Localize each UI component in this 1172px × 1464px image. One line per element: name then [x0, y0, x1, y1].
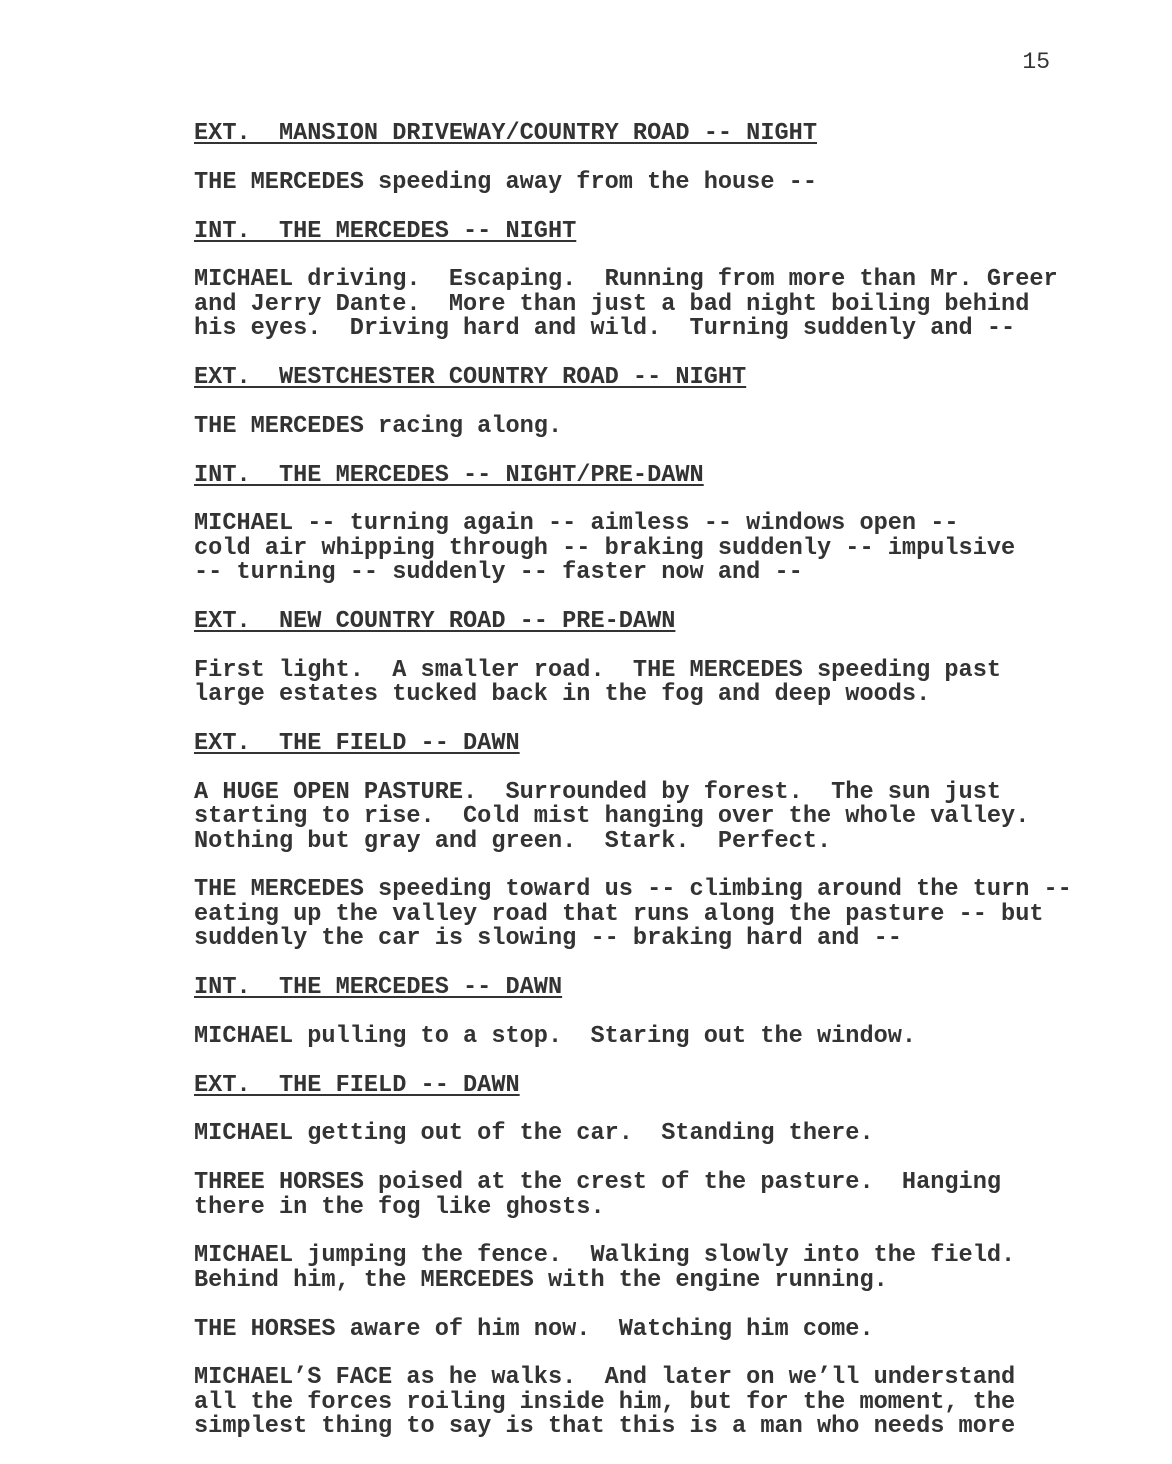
- page-number: 15: [1022, 49, 1050, 75]
- action-line: MICHAEL getting out of the car. Standing there.: [194, 1120, 874, 1148]
- action-line: THE MERCEDES racing along.: [194, 412, 563, 440]
- action-line: THREE HORSES poised at the crest of the pasture. Hanging there in the fog like ghosts.: [194, 1169, 1002, 1221]
- script-body: [194, 122, 1094, 1464]
- scene-heading: EXT. MANSION DRIVEWAY/COUNTRY ROAD -- NIGHT: [194, 120, 817, 147]
- action-line: MICHAEL’S FACE as he walks. And later on we’ll understand all the forces roiling inside him, but for the moment, the simplest thing to say is that this is a man who needs more: [194, 1364, 1016, 1441]
- action-line: MICHAEL driving. Escaping. Running from more than Mr. Greer and Jerry Dante. More than just a bad night boiling behind his eyes. Driving hard and wild. Turning suddenly and --: [194, 266, 1058, 343]
- action-line: THE MERCEDES speeding away from the house --: [194, 168, 817, 196]
- scene-heading: INT. THE MERCEDES -- NIGHT/PRE-DAWN: [194, 461, 704, 489]
- scene-heading: EXT. THE FIELD -- DAWN: [194, 1071, 520, 1099]
- action-line: MICHAEL pulling to a stop. Staring out the window.: [194, 1022, 917, 1050]
- action-line: A HUGE OPEN PASTURE. Surrounded by forest. The sun just starting to rise. Cold mist hanging over the whole valley. Nothing but gray and green. Stark. Perfect.: [194, 778, 1030, 855]
- action-line: MICHAEL jumping the fence. Walking slowly into the field. Behind him, the MERCEDES with the engine running.: [194, 1242, 1016, 1294]
- scene-heading: INT. THE MERCEDES -- NIGHT: [194, 217, 577, 245]
- scene-heading: INT. THE MERCEDES -- DAWN: [194, 974, 563, 1002]
- scene-heading: EXT. NEW COUNTRY ROAD -- PRE-DAWN: [194, 608, 676, 635]
- action-line: MICHAEL -- turning again -- aimless -- windows open -- cold air whipping through -- braking suddenly -- impulsive -- turning -- suddenly -- faster now and --: [194, 510, 1016, 587]
- scene-heading: EXT. WESTCHESTER COUNTRY ROAD -- NIGHT: [194, 364, 747, 391]
- action-line: THE MERCEDES speeding toward us -- climbing around the turn -- eating up the valley road that runs along the pasture -- but suddenly the car is slowing -- braking hard and --: [194, 876, 1072, 953]
- scene-heading: EXT. THE FIELD -- DAWN: [194, 730, 520, 757]
- action-line: THE HORSES aware of him now. Watching him come.: [194, 1315, 874, 1343]
- action-line: First light. A smaller road. THE MERCEDES speeding past large estates tucked back in the fog and deep woods.: [194, 656, 1002, 709]
